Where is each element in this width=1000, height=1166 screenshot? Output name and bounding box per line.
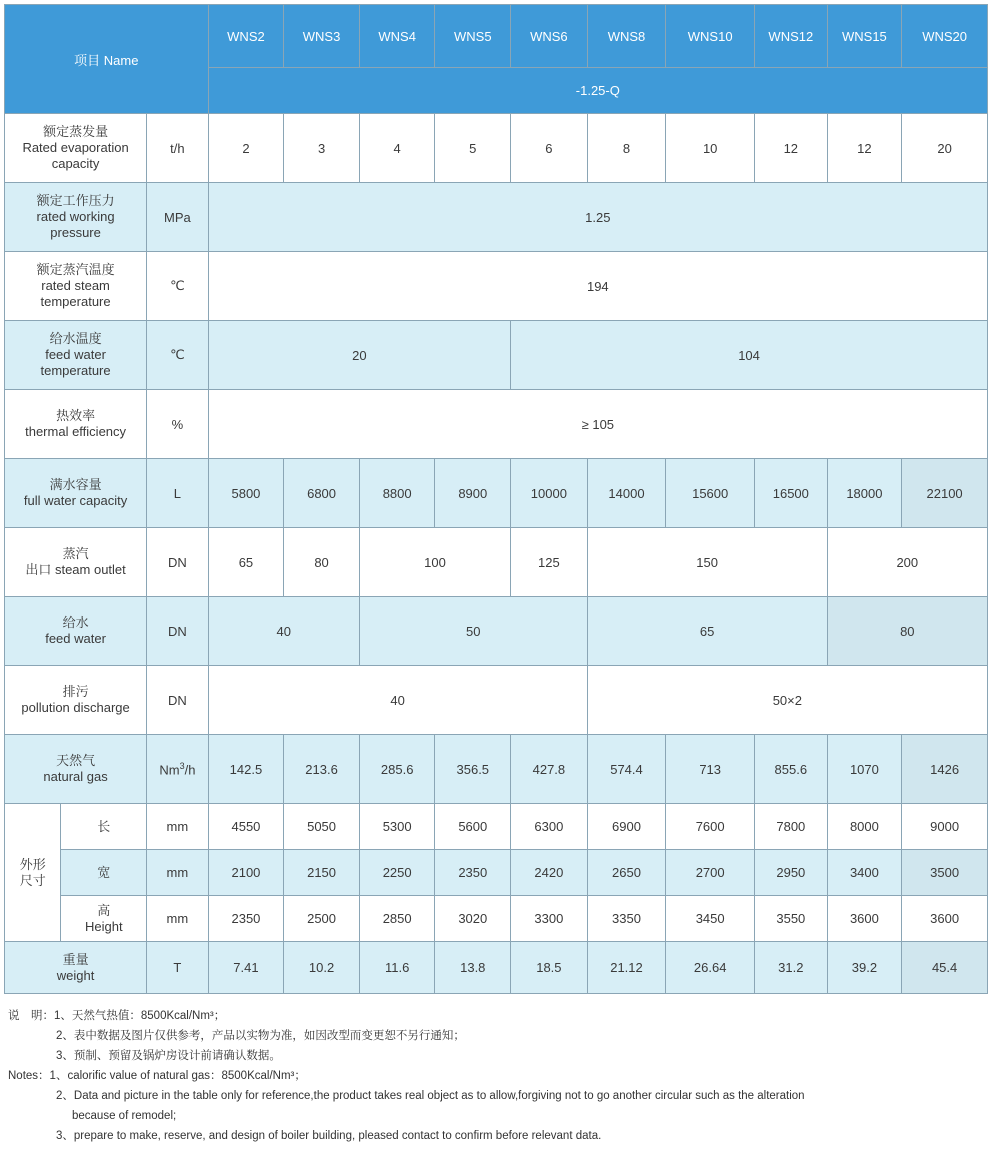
row-label [5, 390, 147, 459]
value-cell: 8800 [359, 459, 435, 528]
model-header: WNS4 [359, 5, 435, 68]
value-cell: 4 [359, 114, 435, 183]
model-header: WNS15 [827, 5, 902, 68]
value-cell: 26.64 [666, 942, 755, 994]
label-en: pollution discharge [21, 700, 130, 715]
model-header: WNS3 [284, 5, 360, 68]
value-cell: 65 [208, 528, 284, 597]
row-discharge [5, 666, 988, 735]
row-feed-water [5, 597, 988, 666]
value-cell: 6800 [284, 459, 360, 528]
value-cell: 200 [827, 528, 987, 597]
value-cell: 142.5 [208, 735, 284, 804]
note-line [8, 1066, 988, 1086]
dims-group-text: 外形尺寸 [19, 856, 46, 888]
row-water-capacity [5, 459, 988, 528]
value-cell: 3600 [827, 896, 902, 942]
value-cell: 574.4 [587, 735, 666, 804]
row-label [5, 114, 147, 183]
notes-section [8, 1006, 988, 1146]
model-header: WNS5 [435, 5, 511, 68]
value-cell: 2500 [284, 896, 360, 942]
value-cell: 1426 [902, 735, 988, 804]
label-zh: 给水 [62, 615, 89, 630]
label-en: Height [85, 918, 123, 934]
value-cell: 16500 [755, 459, 828, 528]
unit-base: Nm [159, 762, 180, 778]
value-cell: 5600 [435, 804, 511, 850]
unit-sup: 3 [179, 760, 185, 771]
value-cell: 2 [208, 114, 284, 183]
value-cell: 7600 [666, 804, 755, 850]
value-cell: 50 [359, 597, 587, 666]
dims-group-label [5, 804, 61, 942]
label-en: full water capacity [23, 493, 128, 508]
unit-cell: ℃ [147, 321, 209, 390]
row-label [5, 183, 147, 252]
unit-cell: DN [147, 666, 209, 735]
label-en: rated steam temperature [40, 278, 111, 309]
value-cell: 20 [902, 114, 988, 183]
value-cell: 40 [208, 666, 587, 735]
label-zh: 重量 [62, 951, 89, 967]
note-text: 1、calorific value of natural gas：8500Kcal/Nm³； [49, 1070, 306, 1082]
value-cell: 2150 [284, 850, 360, 896]
value-cell: 3350 [587, 896, 666, 942]
row-steam-outlet [5, 528, 988, 597]
dim-label: 长 [61, 804, 147, 850]
row-evaporation [5, 114, 988, 183]
row-natural-gas [5, 735, 988, 804]
row-pressure [5, 183, 988, 252]
label-en: weight [56, 967, 95, 983]
dim-label [61, 896, 147, 942]
dim-label: 宽 [61, 850, 147, 896]
label-en: rated working pressure [36, 209, 115, 240]
value-cell: 150 [587, 528, 827, 597]
value-cell: 18.5 [511, 942, 588, 994]
value-cell: 194 [208, 252, 987, 321]
value-cell: 10000 [511, 459, 588, 528]
model-header: WNS12 [755, 5, 828, 68]
note-line [8, 1006, 988, 1026]
unit-cell: mm [147, 850, 209, 896]
model-header: WNS6 [511, 5, 588, 68]
row-label [5, 597, 147, 666]
value-cell: 65 [587, 597, 827, 666]
value-cell: 40 [208, 597, 359, 666]
label-en: thermal efficiency [25, 424, 127, 439]
row-efficiency [5, 390, 988, 459]
label-zh: 天然气 [56, 753, 96, 768]
value-cell: 7.41 [208, 942, 284, 994]
value-cell: ≥ 105 [208, 390, 987, 459]
note-line: because of remodel; [72, 1110, 177, 1122]
label-zh: 额定蒸汽温度 [36, 262, 115, 277]
value-cell: 713 [666, 735, 755, 804]
model-suffix: -1.25-Q [208, 68, 987, 114]
unit-cell: L [147, 459, 209, 528]
label-zh: 额定工作压力 [36, 193, 115, 208]
note-line: 2、表中数据及图片仅供参考，产品以实物为准，如因改型而变更恕不另行通知； [56, 1030, 465, 1042]
note-line: 3、预制、预留及锅炉房设计前请确认数据。 [56, 1050, 281, 1062]
value-cell: 125 [511, 528, 588, 597]
value-cell: 6900 [587, 804, 666, 850]
value-cell: 5 [435, 114, 511, 183]
value-cell: 9000 [902, 804, 988, 850]
note-text: 1、天然气热值：8500Kcal/Nm³； [54, 1010, 226, 1022]
value-cell: 285.6 [359, 735, 435, 804]
value-cell: 2650 [587, 850, 666, 896]
value-cell: 3300 [511, 896, 588, 942]
value-cell: 4550 [208, 804, 284, 850]
unit-cell [147, 735, 209, 804]
row-height [5, 896, 988, 942]
row-length [5, 804, 988, 850]
value-cell: 2950 [755, 850, 828, 896]
unit-cell: DN [147, 597, 209, 666]
value-cell: 31.2 [755, 942, 828, 994]
row-weight [5, 942, 988, 994]
label-zh: 高 [97, 902, 111, 918]
label-zh: 额定蒸发量 [43, 124, 109, 139]
notes-cn-title: 说 明： [8, 1010, 54, 1022]
value-cell: 100 [359, 528, 510, 597]
unit-cell: mm [147, 896, 209, 942]
value-cell: 3020 [435, 896, 511, 942]
row-width [5, 850, 988, 896]
unit-cell: t/h [147, 114, 209, 183]
value-cell: 8000 [827, 804, 902, 850]
row-label [5, 666, 147, 735]
spec-table [4, 4, 988, 994]
note-line: 2、Data and picture in the table only for reference,the product takes real object as to allow,forgiving not to go another circular such as the alteration [56, 1090, 805, 1102]
header-row [5, 5, 988, 68]
value-cell: 8900 [435, 459, 511, 528]
row-feed-temp [5, 321, 988, 390]
value-cell: 3 [284, 114, 360, 183]
value-cell: 20 [208, 321, 510, 390]
label-en: feed water temperature [40, 347, 111, 378]
value-cell: 1.25 [208, 183, 987, 252]
value-cell: 3500 [902, 850, 988, 896]
value-cell: 18000 [827, 459, 902, 528]
value-cell: 2350 [435, 850, 511, 896]
value-cell: 12 [755, 114, 828, 183]
value-cell: 22100 [902, 459, 988, 528]
value-cell: 213.6 [284, 735, 360, 804]
row-label [5, 321, 147, 390]
label-zh: 蒸汽 [62, 546, 89, 561]
value-cell: 14000 [587, 459, 666, 528]
value-cell: 855.6 [755, 735, 828, 804]
label-zh: 热效率 [56, 408, 96, 423]
label-zh: 排污 [62, 684, 89, 699]
unit-cell: % [147, 390, 209, 459]
label-zh: 满水容量 [49, 477, 102, 492]
value-cell: 3400 [827, 850, 902, 896]
model-header: WNS2 [208, 5, 284, 68]
value-cell: 80 [284, 528, 360, 597]
row-label [5, 459, 147, 528]
notes-en-title: Notes： [8, 1070, 50, 1082]
value-cell: 2850 [359, 896, 435, 942]
value-cell: 3450 [666, 896, 755, 942]
value-cell: 45.4 [902, 942, 988, 994]
value-cell: 7800 [755, 804, 828, 850]
value-cell: 2420 [511, 850, 588, 896]
value-cell: 5300 [359, 804, 435, 850]
label-en: natural gas [43, 769, 108, 784]
value-cell: 5800 [208, 459, 284, 528]
value-cell: 2700 [666, 850, 755, 896]
row-label [5, 735, 147, 804]
value-cell: 12 [827, 114, 902, 183]
value-cell: 5050 [284, 804, 360, 850]
name-header: 项目 Name [5, 5, 209, 114]
row-label [5, 528, 147, 597]
value-cell: 2350 [208, 896, 284, 942]
value-cell: 13.8 [435, 942, 511, 994]
unit-cell: mm [147, 804, 209, 850]
unit-cell: T [147, 942, 209, 994]
value-cell: 104 [511, 321, 988, 390]
row-label [5, 942, 147, 994]
value-cell: 8 [587, 114, 666, 183]
unit-cell: MPa [147, 183, 209, 252]
value-cell: 80 [827, 597, 987, 666]
value-cell: 11.6 [359, 942, 435, 994]
value-cell: 427.8 [511, 735, 588, 804]
label-en: feed water [45, 631, 106, 646]
value-cell: 6 [511, 114, 588, 183]
model-header: WNS10 [666, 5, 755, 68]
unit-cell: DN [147, 528, 209, 597]
value-cell: 21.12 [587, 942, 666, 994]
value-cell: 39.2 [827, 942, 902, 994]
value-cell: 10.2 [284, 942, 360, 994]
value-cell: 2100 [208, 850, 284, 896]
label-en: Rated evaporation capacity [22, 140, 129, 171]
label-zh: 给水温度 [49, 331, 102, 346]
unit-cell: ℃ [147, 252, 209, 321]
label-en: 出口 steam outlet [25, 562, 126, 577]
value-cell: 2250 [359, 850, 435, 896]
value-cell: 3550 [755, 896, 828, 942]
value-cell: 15600 [666, 459, 755, 528]
model-header: WNS8 [587, 5, 666, 68]
value-cell: 6300 [511, 804, 588, 850]
row-label [5, 252, 147, 321]
model-header: WNS20 [902, 5, 988, 68]
row-steam-temp [5, 252, 988, 321]
unit-tail: /h [184, 762, 196, 778]
value-cell: 10 [666, 114, 755, 183]
note-line: 3、prepare to make, reserve, and design of boiler building, pleased contact to confirm before relevant data. [56, 1130, 602, 1142]
value-cell: 1070 [827, 735, 902, 804]
value-cell: 3600 [902, 896, 988, 942]
value-cell: 50×2 [587, 666, 987, 735]
value-cell: 356.5 [435, 735, 511, 804]
